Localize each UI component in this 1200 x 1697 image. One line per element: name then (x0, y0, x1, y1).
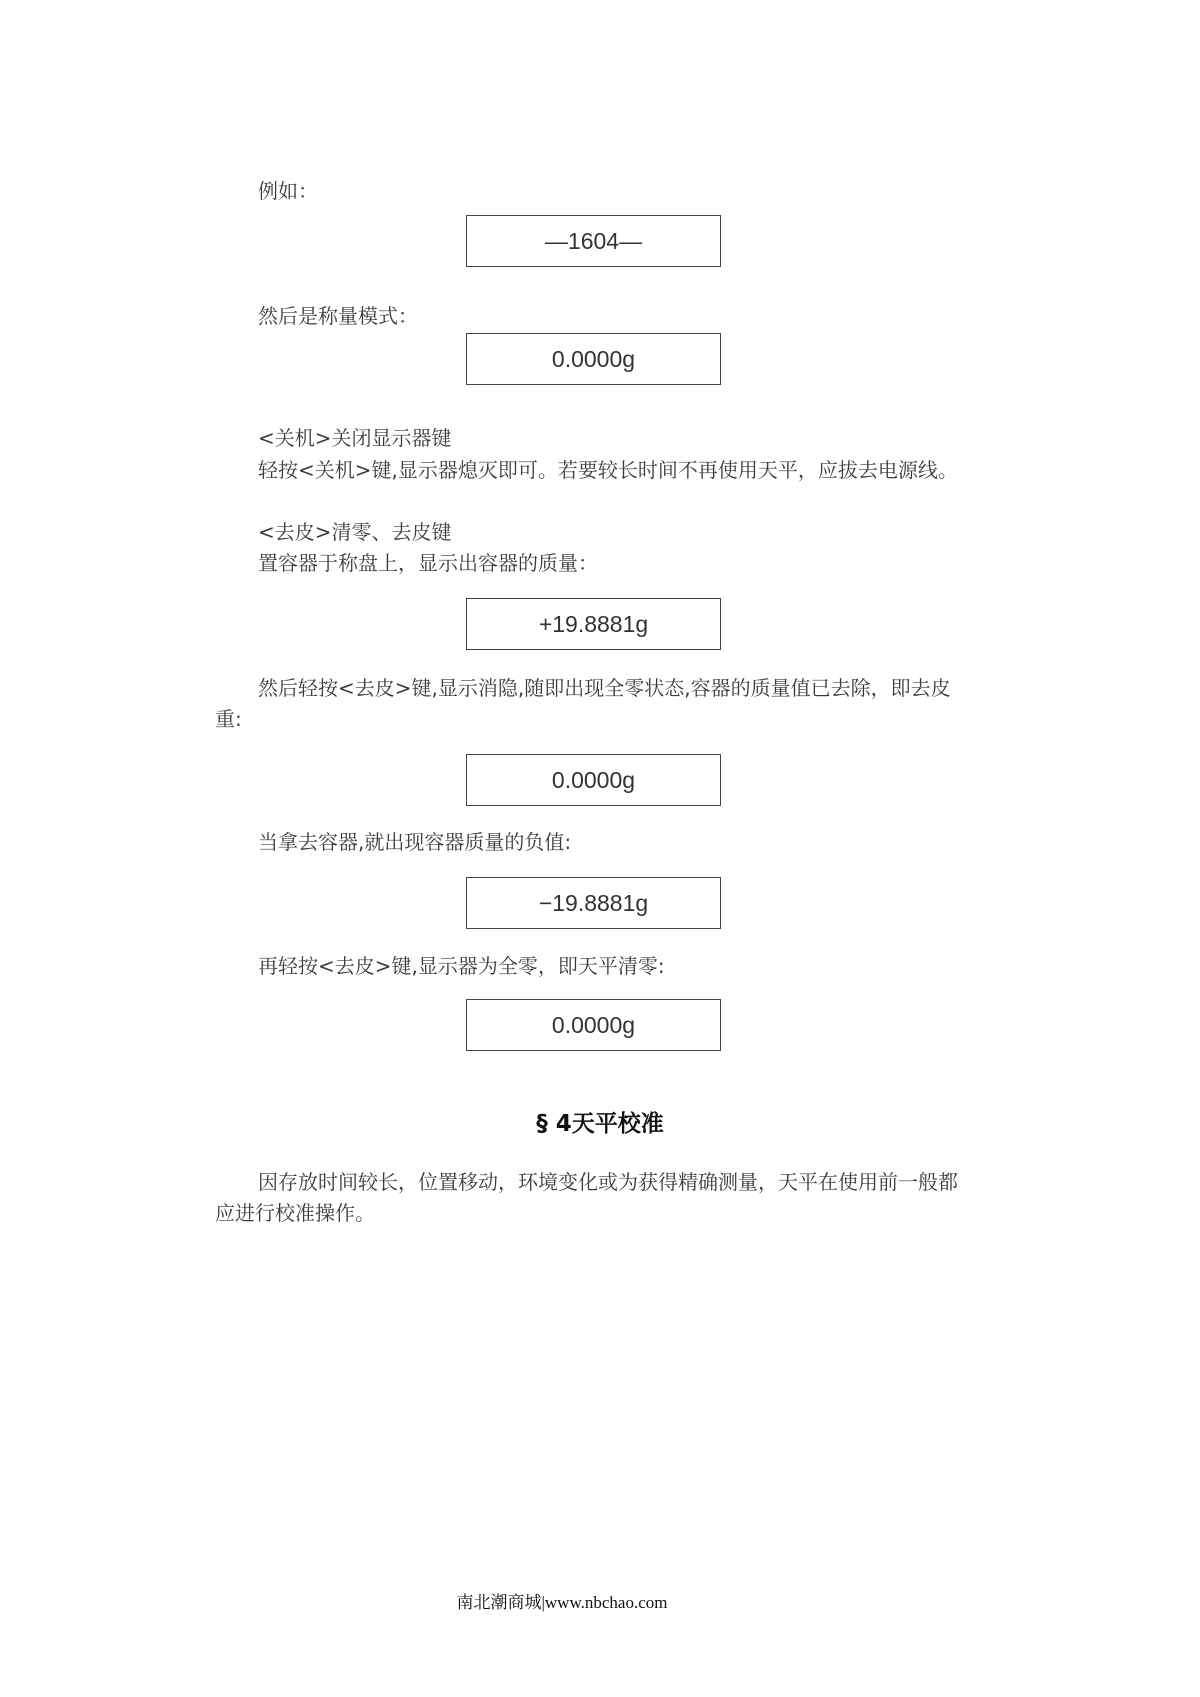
paragraph-weighing-mode: 然后是称量模式： (258, 304, 418, 328)
paragraph-off-desc: 轻按<关机>键,显示器熄灭即可。若要较长时间不再使用天平，应拔去电源线。 (258, 458, 958, 482)
paragraph-tare-press: 然后轻按<去皮>键,显示消隐,随即出现全零状态,容器的质量值已去除，即去皮重: (215, 676, 951, 731)
display-box-2: 0.0000g (466, 333, 721, 385)
paragraph-off-key: <关机>关闭显示器键 (258, 426, 452, 450)
paragraph-remove-container: 当拿去容器,就出现容器质量的负值: (258, 830, 572, 854)
section-heading: § 4天平校准 (536, 1111, 664, 1137)
paragraph-container: 置容器于称盘上，显示出容器的质量： (258, 551, 598, 575)
display-box-5: −19.8881g (466, 877, 721, 929)
display-box-1: —1604— (466, 215, 721, 267)
paragraph-calibration: 因存放时间较长，位置移动，环境变化或为获得精确测量，天平在使用前一般都应进行校准操作。 (215, 1170, 958, 1225)
display-box-3: +19.8881g (466, 598, 721, 650)
paragraph-example: 例如： (258, 179, 318, 203)
display-box-4: 0.0000g (466, 754, 721, 806)
display-box-6: 0.0000g (466, 999, 721, 1051)
paragraph-tare-key: <去皮>清零、去皮键 (258, 520, 452, 544)
paragraph-zero: 再轻按<去皮>键,显示器为全零，即天平清零: (258, 954, 665, 978)
footer-watermark: 南北潮商城|www.nbchao.com (456, 1593, 668, 1612)
